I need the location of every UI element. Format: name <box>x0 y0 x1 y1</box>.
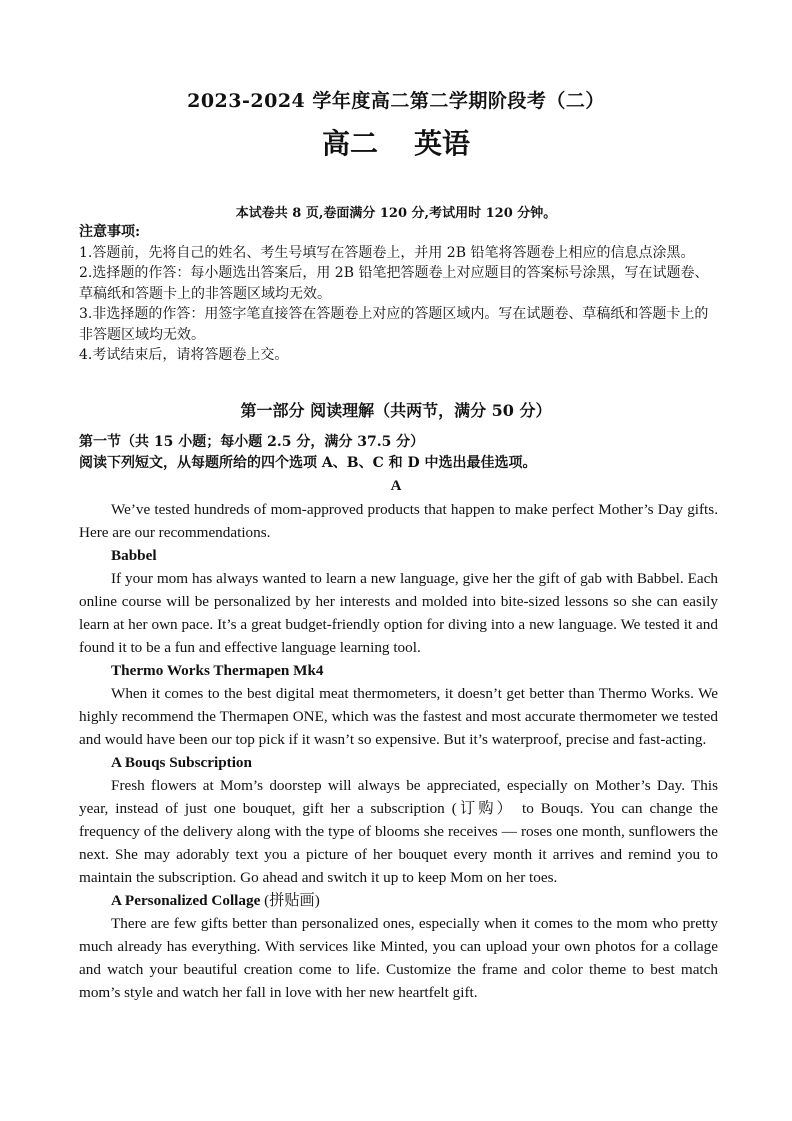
item-title-text: A Personalized Collage <box>111 892 261 909</box>
subject-heading <box>0 122 792 162</box>
item-body: If your mom has always wanted to learn a new language, give her the gift of gab with Babbel. Each online course will be personalized by her interests and molded into bite-sized lessons so she can easily learn at her own pace. It’s a great budget-friendly option for diving into a new language. We tested it and found it to be a fun and effective language learning tool. <box>79 570 718 656</box>
item-title <box>79 659 718 682</box>
exam-title: 2023-2024 学年度高二第二学期阶段考（二） <box>187 90 605 112</box>
section-line-1: 第一节（共 15 小题；每小题 2.5 分，满分 37.5 分） <box>79 434 425 450</box>
grade-label: 高二 <box>321 127 378 160</box>
note-item: 3.非选择题的作答：用签字笔直接答在答题卷上对应的答题区域内。写在试题卷、草稿纸和答题卡上的非答题区域均无效。 <box>79 306 709 343</box>
item-title-text: Babbel <box>111 547 157 564</box>
item-body: Fresh flowers at Mom’s doorstep will always be appreciated, especially on Mother’s Day. This year, instead of just one bouquet, gift her a subscription (订购） to Bouqs. You can change the frequency of the delivery along with the type of blooms she receives — roses one month, sunflowers the next. She may adorably text you a picture of her bouquet every month it arrives and remind you to maintain the subscription. Go ahead and switch it up to keep Mom on her toes. <box>79 777 718 886</box>
item-title-note: (拼贴画) <box>260 892 320 909</box>
item-title-text: Thermo Works Thermapen Mk4 <box>111 662 324 679</box>
item-title <box>79 751 718 774</box>
note-item: 4.考试结束后，请将答题卷上交。 <box>79 347 289 363</box>
note-item: 2.选择题的作答：每小题选出答案后，用 2B 铅笔把答题卷上对应题目的答案标号涂黑，写在试题卷、草稿纸和答题卡上的非答题区域均无效。 <box>79 265 709 302</box>
item-title <box>79 889 718 912</box>
passage-label: A <box>390 478 402 494</box>
section-heading <box>79 432 719 474</box>
item-body: There are few gifts better than personalized ones, especially when it comes to the mom who pretty much already has everything. With services like Minted, you can upload your own photos for a collage and watch your beautiful creation come to life. Customize the frame and color theme to best match mom’s style and watch her fall in love with her new heartfelt gift. <box>79 915 718 1001</box>
item-title-text: A Bouqs Subscription <box>111 754 252 771</box>
passage-intro: We’ve tested hundreds of mom-approved products that happen to make perfect Mother’s Day gifts. Here are our recommendations. <box>79 501 718 541</box>
passage-body <box>79 498 718 1004</box>
section-line-2: 阅读下列短文，从每题所给的四个选项 A、B、C 和 D 中选出最佳选项。 <box>79 455 537 471</box>
exam-info: 本试卷共 8 页,卷面满分 120 分,考试用时 120 分钟。 <box>235 206 557 221</box>
notes-section <box>79 222 719 366</box>
item-title <box>79 544 718 567</box>
part-title: 第一部分 阅读理解（共两节，满分 50 分） <box>240 401 552 420</box>
notes-heading: 注意事项: <box>79 224 141 240</box>
item-body: When it comes to the best digital meat thermometers, it doesn’t get better than Thermo Works. We highly recommend the Thermapen ONE, which was the fastest and most accurate thermometer we tested and would have been our top pick if it wasn’t so expensive. But it’s waterproof, precise and fast-acting. <box>79 685 718 748</box>
note-item: 1.答题前，先将自己的姓名、考生号填写在答题卷上，并用 2B 铅笔将答题卷上相应的信息点涂黑。 <box>79 244 695 261</box>
subject-label: 英语 <box>414 127 471 160</box>
